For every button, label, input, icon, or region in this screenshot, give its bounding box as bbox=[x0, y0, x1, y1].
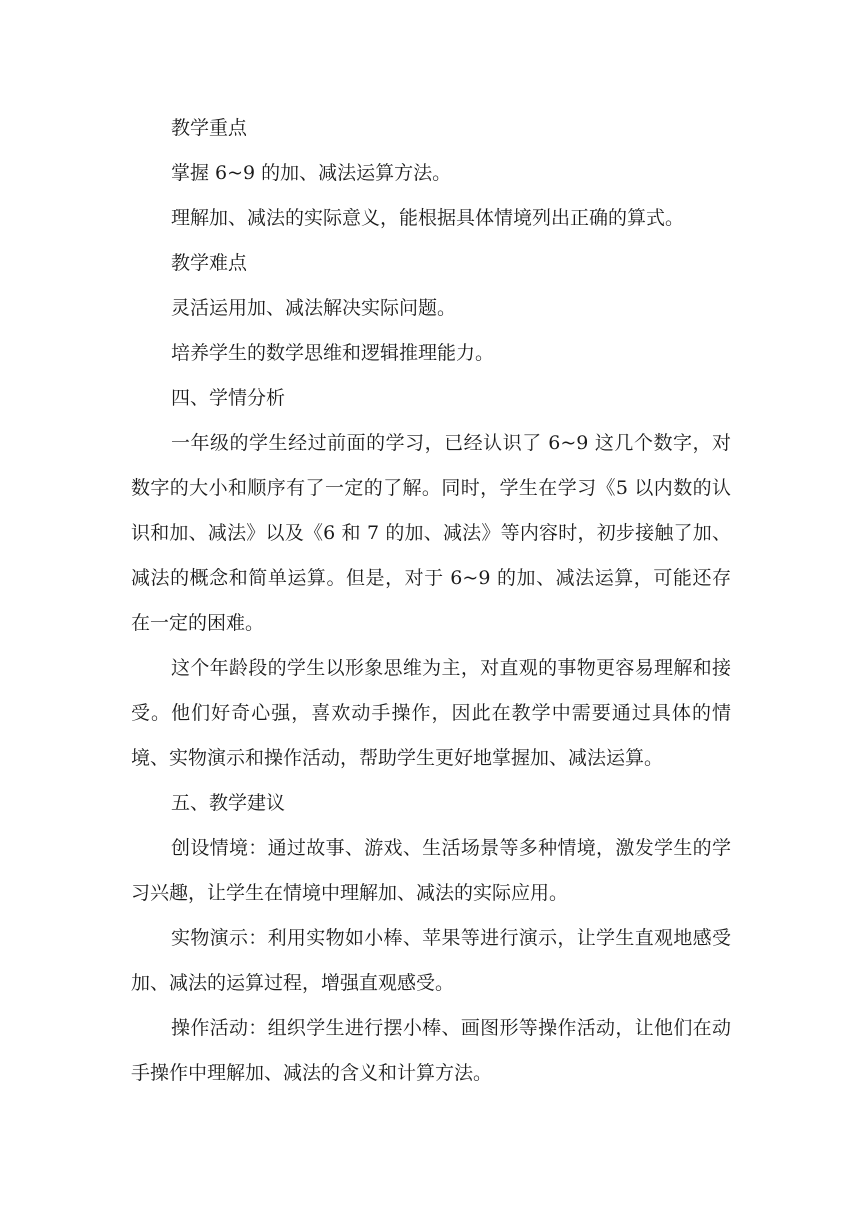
paragraph: 创设情境：通过故事、游戏、生活场景等多种情境，激发学生的学习兴趣，让学生在情境中理解加、减法的实际应用。 bbox=[131, 837, 731, 904]
paragraph: 灵活运用加、减法解决实际问题。 bbox=[171, 297, 457, 319]
heading-learner-analysis: 四、学情分析 bbox=[171, 387, 286, 409]
paragraph: 理解加、减法的实际意义，能根据具体情境列出正确的算式。 bbox=[171, 207, 685, 229]
paragraph: 操作活动：组织学生进行摆小棒、画图形等操作活动，让他们在动手操作中理解加、减法的含义和计算方法。 bbox=[131, 1017, 731, 1084]
heading-teaching-key-points: 教学重点 bbox=[171, 117, 248, 139]
paragraph: 实物演示：利用实物如小棒、苹果等进行演示，让学生直观地感受加、减法的运算过程，增强直观感受。 bbox=[131, 927, 731, 994]
document-body bbox=[131, 106, 731, 1096]
paragraph: 一年级的学生经过前面的学习，已经认识了 6~9 这几个数字，对数字的大小和顺序有了一定的了解。同时，学生在学习《5 以内数的认识和加、减法》以及《6 和 7 的加、减法》等内容时，初步接触了加、减法的概念和简单运算。但是，对于 6~9 的加、减法运算，可能还存在一定的困难。 bbox=[131, 432, 731, 634]
paragraph: 掌握 6~9 的加、减法运算方法。 bbox=[171, 162, 452, 184]
paragraph: 这个年龄段的学生以形象思维为主，对直观的事物更容易理解和接受。他们好奇心强，喜欢动手操作，因此在教学中需要通过具体的情境、实物演示和操作活动，帮助学生更好地掌握加、减法运算。 bbox=[131, 657, 731, 769]
heading-teaching-suggestions: 五、教学建议 bbox=[171, 792, 286, 814]
paragraph: 培养学生的数学思维和逻辑推理能力。 bbox=[171, 342, 495, 364]
heading-teaching-difficulties: 教学难点 bbox=[171, 252, 248, 274]
